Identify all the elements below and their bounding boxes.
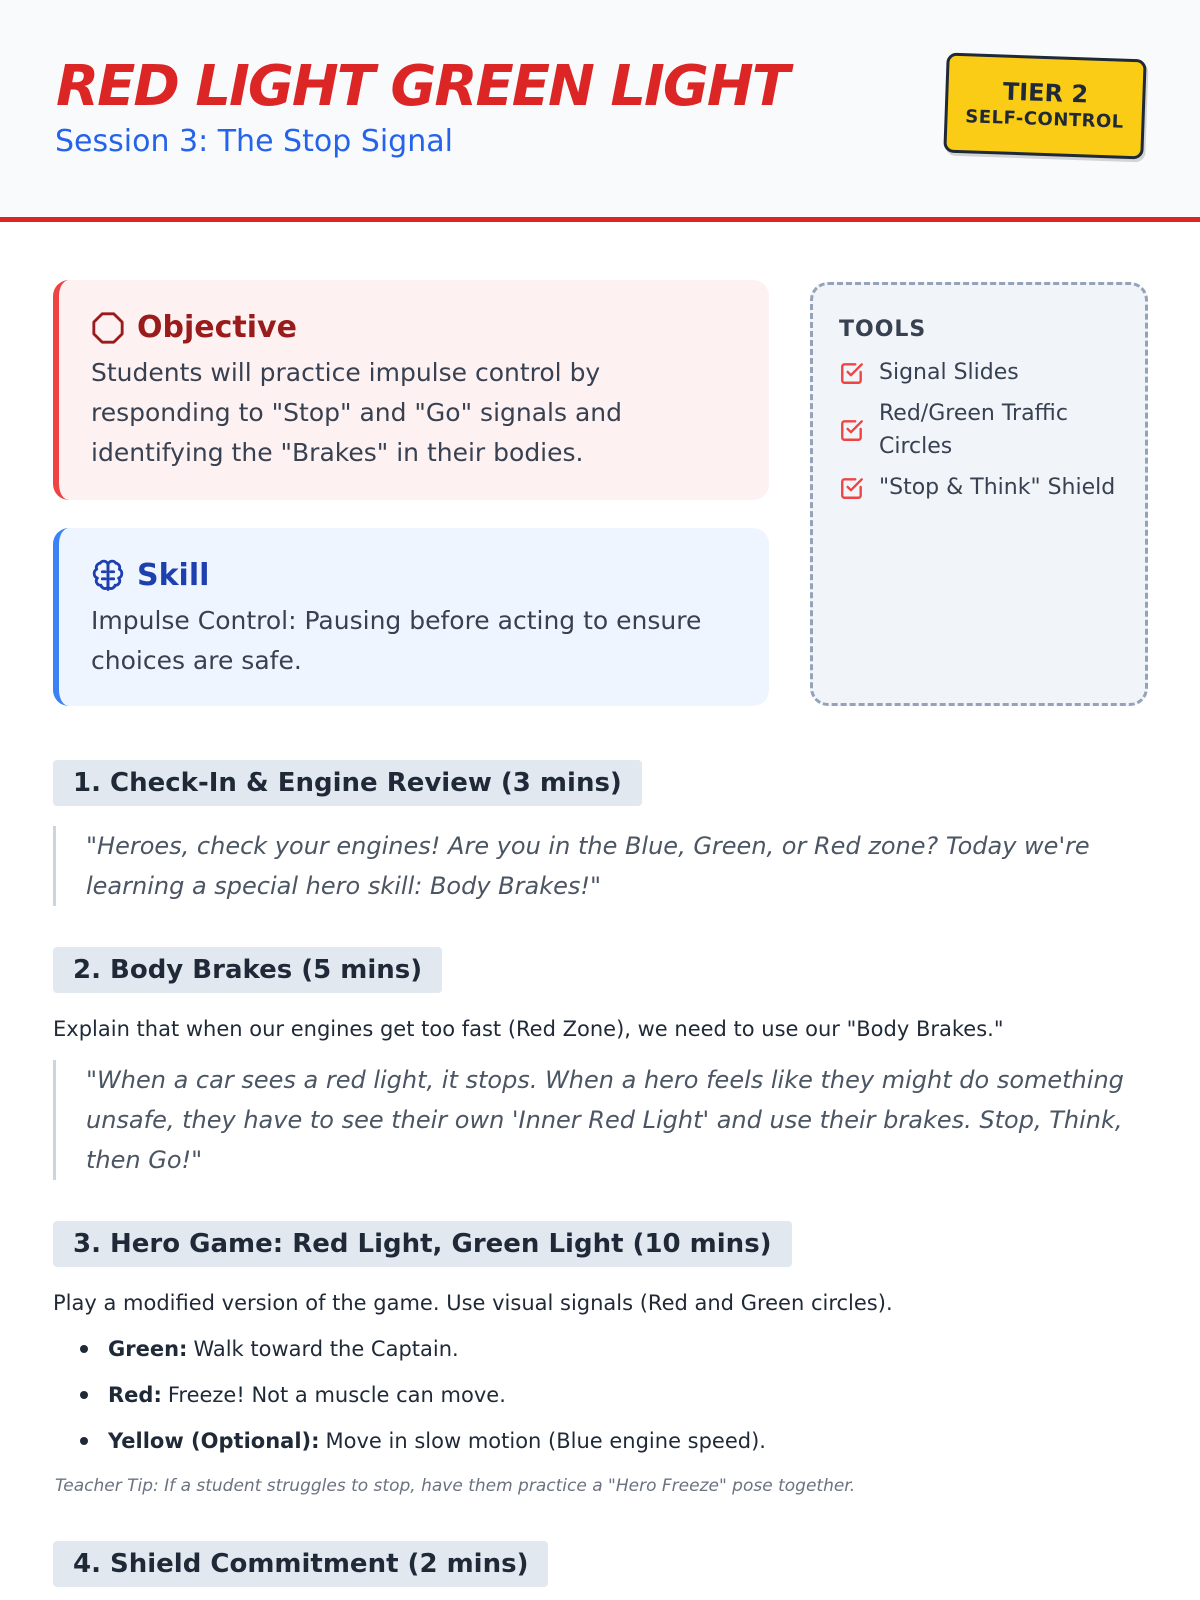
tool-label: Red/Green Traffic Circles <box>879 401 1068 459</box>
tool-item <box>839 356 1119 389</box>
tool-label: "Stop & Think" Shield <box>879 475 1116 500</box>
section-heading: 3. Hero Game: Red Light, Green Light (10 mins) <box>53 1221 792 1267</box>
section-heading: 4. Shield Commitment (2 mins) <box>53 1541 548 1587</box>
tier-label: TIER 2 <box>1002 77 1089 109</box>
list-item <box>53 1372 766 1418</box>
rules-list <box>53 1326 766 1464</box>
page-title: RED LIGHT GREEN LIGHT <box>56 54 788 119</box>
bullet-label: Red: <box>108 1383 162 1407</box>
section-text: Explain that when our engines get too fast (Red Zone), we need to use our "Body Brakes." <box>53 1017 1004 1041</box>
section-quote: "When a car sees a red light, it stops. When a hero feels like they might do something unsafe, they have to see their own 'Inner Red Light' and use their brakes. Stop, Think, then Go!" <box>53 1060 1133 1180</box>
list-item <box>53 1326 766 1372</box>
tool-item <box>839 471 1119 504</box>
section-text: Play a modified version of the game. Use visual signals (Red and Green circles). <box>53 1291 893 1315</box>
skill-text: Impulse Control: Pausing before acting to ensure choices are safe. <box>91 606 702 675</box>
tier-category: SELF-CONTROL <box>964 106 1125 133</box>
checkbox-checked-icon <box>839 417 865 443</box>
brain-icon <box>91 559 125 593</box>
bullet-text: Freeze! Not a muscle can move. <box>167 1383 506 1407</box>
page-header <box>0 0 1200 222</box>
octagon-icon <box>91 311 125 345</box>
section-heading: 1. Check-In & Engine Review (3 mins) <box>53 760 642 806</box>
tier-badge <box>943 53 1146 160</box>
skill-title: Skill <box>137 558 210 593</box>
list-item <box>53 1418 766 1464</box>
bullet-label: Green: <box>108 1337 188 1361</box>
section-quote: "Heroes, check your engines! Are you in the Blue, Green, or Red zone? Today we're learning a special hero skill: Body Brakes!" <box>53 826 1133 906</box>
tool-item <box>839 397 1119 463</box>
tool-label: Signal Slides <box>879 360 1019 385</box>
session-subtitle: Session 3: The Stop Signal <box>55 124 453 159</box>
objective-card <box>53 280 769 500</box>
objective-text: Students will practice impulse control by responding to "Stop" and "Go" signals and identifying the "Brakes" in their bodies. <box>91 358 622 467</box>
checkbox-checked-icon <box>839 360 865 386</box>
bullet-text: Move in slow motion (Blue engine speed). <box>325 1429 766 1453</box>
section-heading: 2. Body Brakes (5 mins) <box>53 947 442 993</box>
teacher-tip: Teacher Tip: If a student struggles to stop, have them practice a "Hero Freeze" pose together. <box>55 1476 856 1496</box>
objective-title: Objective <box>137 310 297 345</box>
bullet-text: Walk toward the Captain. <box>193 1337 459 1361</box>
tools-panel <box>810 282 1148 706</box>
skill-card <box>53 528 769 706</box>
checkbox-checked-icon <box>839 475 865 501</box>
tools-title: TOOLS <box>839 317 927 342</box>
bullet-label: Yellow (Optional): <box>108 1429 320 1453</box>
